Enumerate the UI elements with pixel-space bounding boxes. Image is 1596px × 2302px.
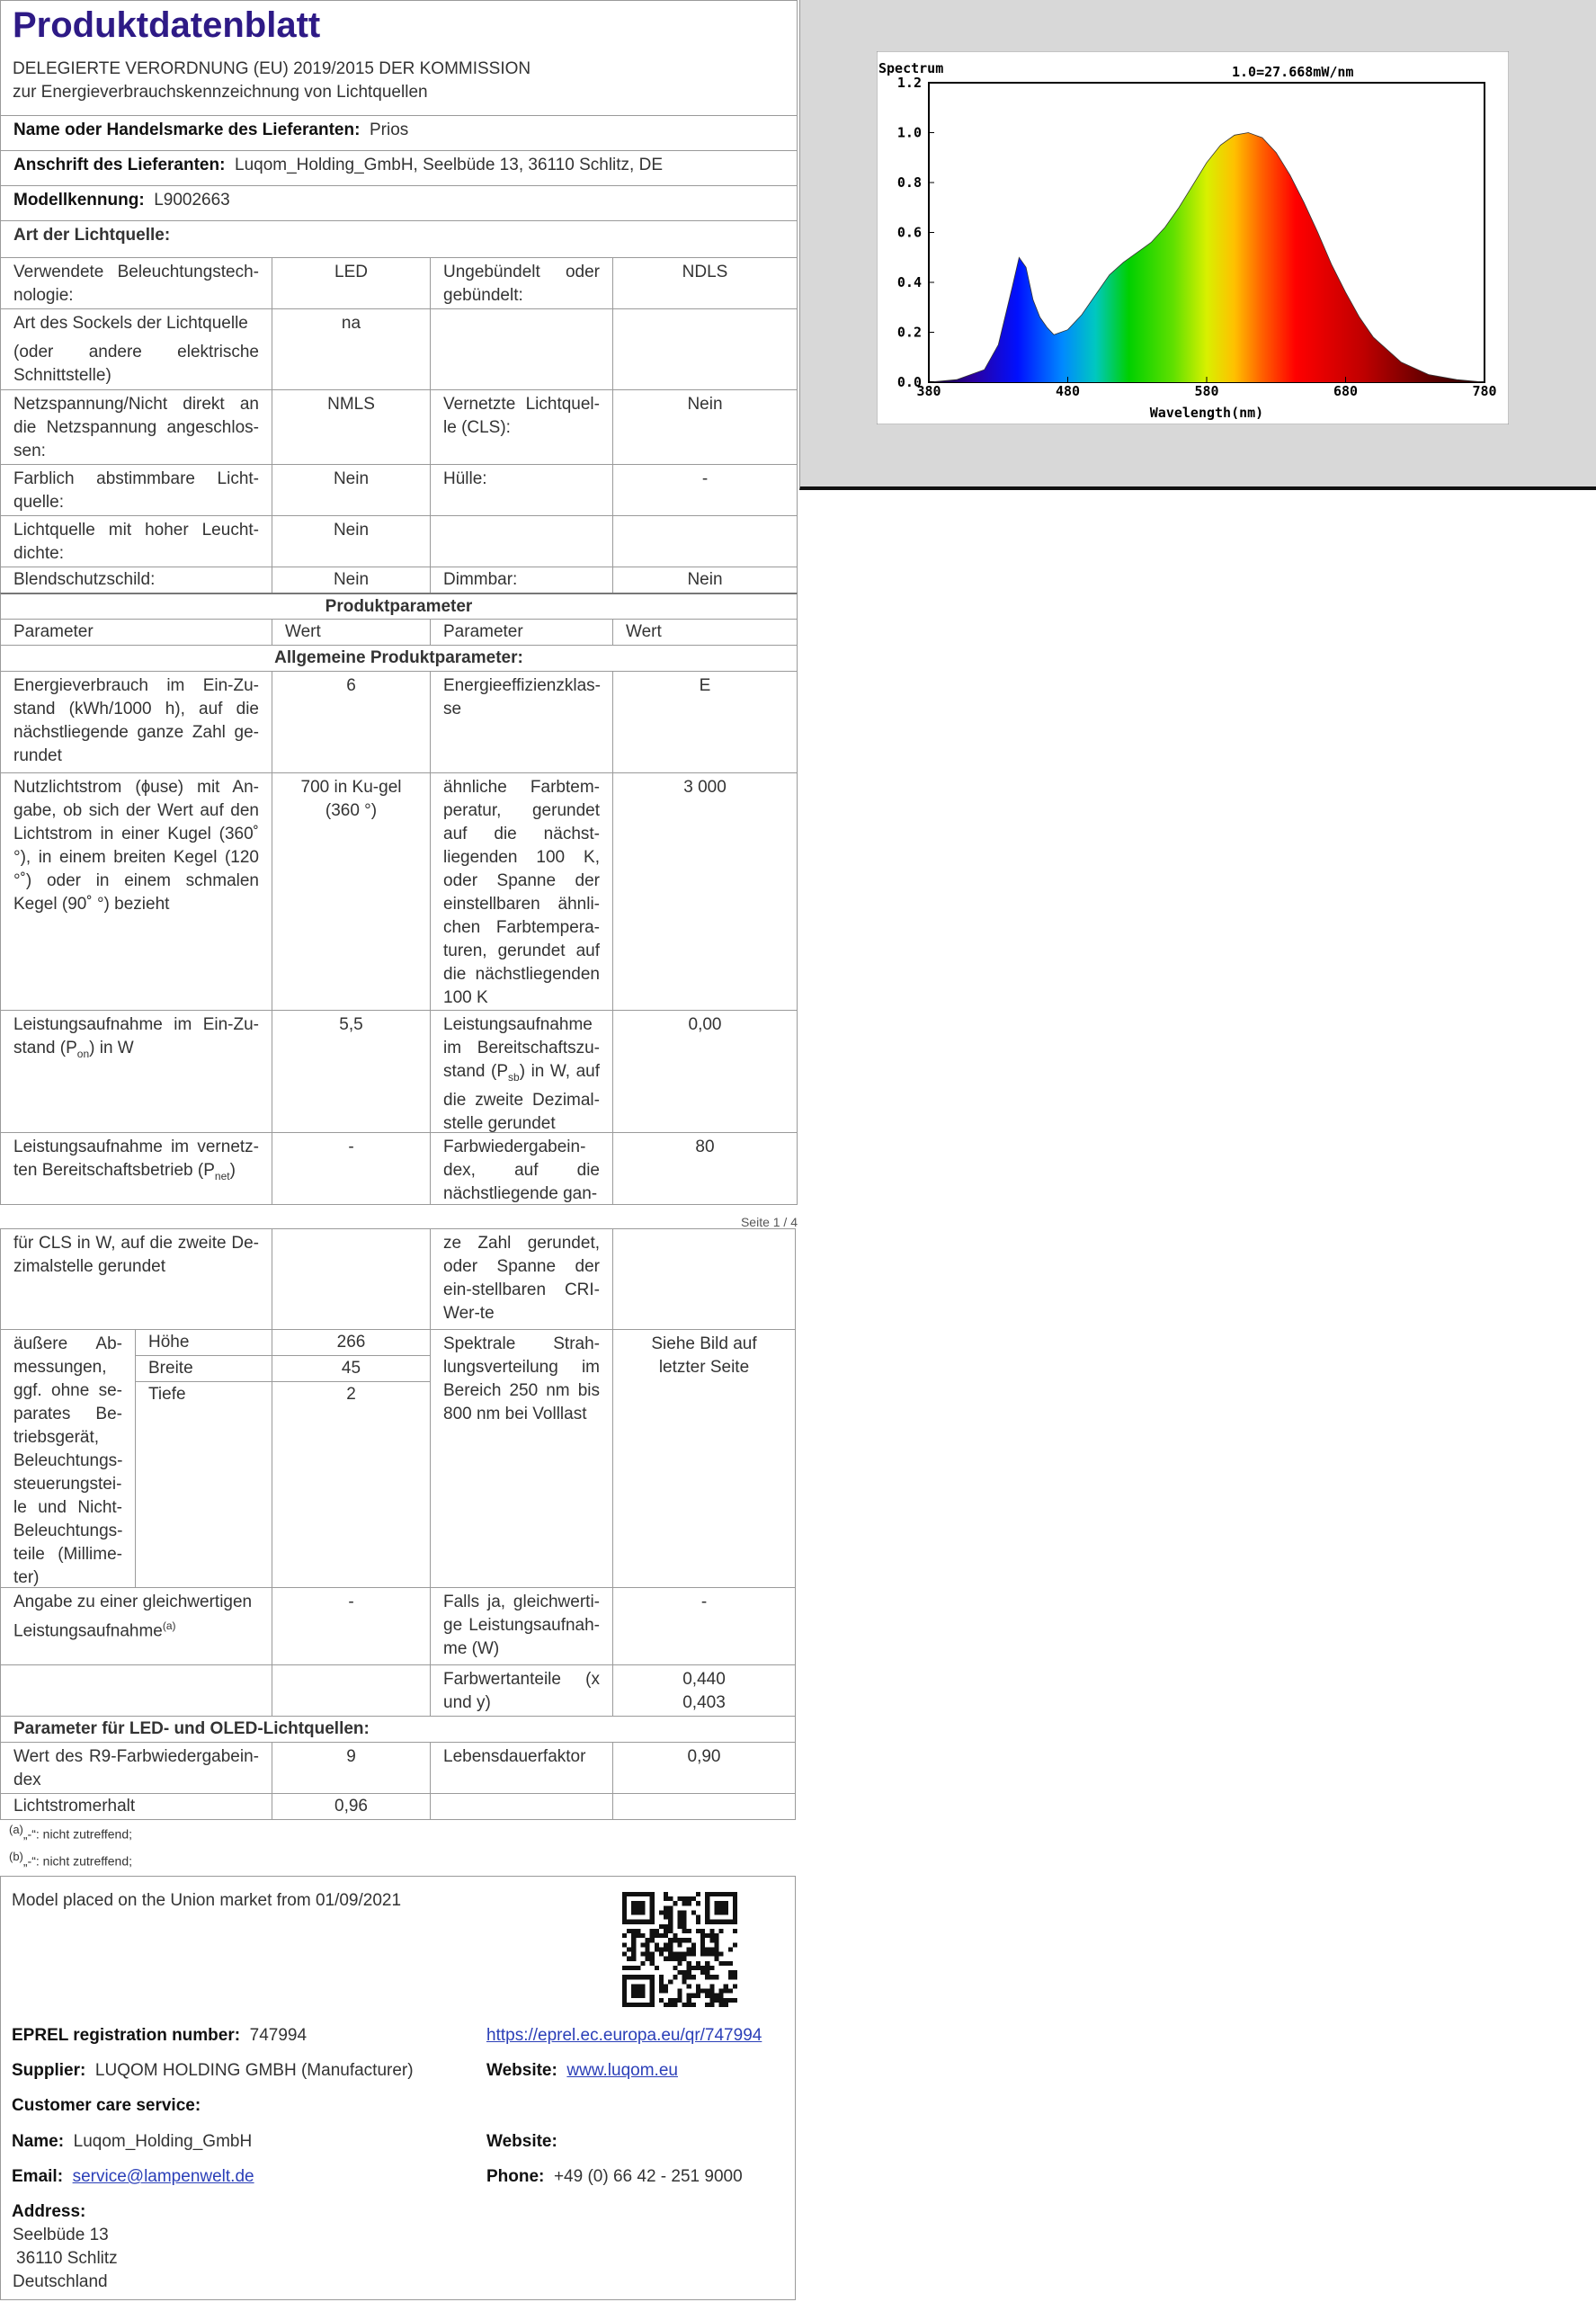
empty-cell (272, 1664, 431, 1717)
cct-value: 3 000 (612, 772, 798, 1011)
pon-value: 5,5 (272, 1010, 431, 1133)
bundled-label: Ungebündelt oder gebündelt: (430, 257, 613, 309)
address-line: Deutschland (13, 2272, 108, 2291)
pnet-value-cont (272, 1228, 431, 1330)
care-name-row: Name: Luqom_Holding_GmbH (12, 2132, 253, 2151)
phone-row: Phone: +49 (0) 66 42 - 251 9000 (486, 2167, 743, 2186)
bundled-value: NDLS (612, 257, 798, 309)
dimmable-value: Nein (612, 567, 798, 593)
energy-value: 6 (272, 671, 431, 773)
empty-cell (430, 1793, 613, 1820)
cls-label: Vernetzte Lichtquel-le (CLS): (430, 389, 613, 465)
x-axis-label: Wavelength(nm) (1149, 405, 1264, 421)
spd-value: Siehe Bild auf letzter Seite (612, 1329, 796, 1588)
dimmable-label: Dimmbar: (430, 567, 613, 593)
x-tick-label: 580 (1194, 383, 1219, 399)
eprel-url-link[interactable]: https://eprel.ec.europa.eu/qr/747994 (486, 2026, 762, 2045)
qr-code-icon (622, 1892, 737, 2007)
general-params-heading: Allgemeine Produktparameter: (0, 645, 798, 672)
socket-label: Art des Sockels der Lichtquelle (oder andere elektrische Schnittstelle) (0, 308, 272, 390)
flux-label: Nutzlichtstrom (ɸuse) mit An-gabe, ob sich der Wert auf den Lichtstrom in einer Kugel (360˚ °), in einem breiten Kegel (120 °˚) oder in einem schmalen Kegel (90˚ °) bezieht (0, 772, 272, 1011)
spectrum-chart (877, 51, 1509, 424)
footnote: $^{(b)}$„-“: nicht zutreffend; (9, 1850, 133, 1869)
tech-value: LED (272, 257, 431, 309)
email-row: Email: service@lampenwelt.de (12, 2167, 254, 2186)
x-tick-label: 380 (916, 383, 941, 399)
height-label: Höhe (135, 1329, 272, 1356)
depth-value: 2 (272, 1381, 431, 1588)
r9-label: Wert des R9-Farbwiedergabein-dex (0, 1742, 272, 1794)
website-row: Website: www.luqom.eu (486, 2061, 678, 2080)
chart-scale-note: 1.0=27.668mW/nm (1232, 64, 1354, 80)
cri-label: Farbwiedergabein-dex, auf die nächstliegende gan- (430, 1132, 613, 1206)
empty-cell (430, 308, 613, 390)
tunable-value: Nein (272, 464, 431, 516)
chroma-label: Farbwertanteile (x und y) (430, 1664, 613, 1717)
pon-label: Leistungsaufnahme im Ein-Zu-stand $(P_{on})$ in W (0, 1010, 272, 1133)
x-tick-label: 780 (1472, 383, 1497, 399)
y-tick-label: 0.2 (896, 324, 922, 341)
page-title: Produktdatenblatt (13, 5, 321, 45)
page-break-gap (0, 1205, 1596, 1228)
x-tick-label: 480 (1055, 383, 1081, 399)
col-header-value: Wert (612, 619, 798, 646)
address-label: Address: (12, 2202, 86, 2221)
envelope-label: Hülle: (430, 464, 613, 516)
empty-cell (612, 515, 798, 567)
empty-cell (430, 515, 613, 567)
equiv-value: - (272, 1587, 431, 1665)
empty-cell (612, 1793, 796, 1820)
dimensions-label: äußere Ab-messungen, ggf. ohne se-parates Be-triebsgerät, Beleuchtungs-steuerungstei-le und Nicht-Beleuchtungs-teile (Millime-ter) (0, 1329, 136, 1588)
customer-care-heading: Customer care service: (12, 2096, 201, 2115)
col-header-param: Parameter (430, 619, 613, 646)
r9-value: 9 (272, 1742, 431, 1794)
address-line: Seelbüde 13 (13, 2226, 109, 2244)
empty-cell (0, 1664, 272, 1717)
supplier-address-row: Anschrift des Lieferanten: Luqom_Holding_GmbH, Seelbüde 13, 36110 Schlitz, DE (0, 150, 798, 186)
care-website-label: Website: (486, 2132, 557, 2151)
eclass-value: E (612, 671, 798, 773)
light-source-type-heading: Art der Lichtquelle: (0, 220, 798, 258)
x-tick-label: 680 (1333, 383, 1359, 399)
y-tick-label: 0.0 (896, 374, 922, 390)
pnet-label: Leistungsaufnahme im vernetz-ten Bereitschaftsbetrieb $(P_{net})$ (0, 1132, 272, 1206)
high-luminance-label: Lichtquelle mit hoher Leucht-dichte: (0, 515, 272, 567)
high-luminance-value: Nein (272, 515, 431, 567)
supplier-row: Supplier: LUQOM HOLDING GMBH (Manufacturer) (12, 2061, 414, 2080)
equiv2-value: - (612, 1587, 796, 1665)
equiv2-label: Falls ja, gleichwerti-ge Leistungsaufnah-me (W) (430, 1587, 613, 1665)
width-label: Breite (135, 1355, 272, 1382)
mains-label: Netzspannung/Nicht direkt an die Netzspannung angeschlos-sen: (0, 389, 272, 465)
glare-value: Nein (272, 567, 431, 593)
maintenance-label: Lichtstromerhalt (0, 1793, 272, 1820)
address-line: 36110 Schlitz (16, 2249, 118, 2268)
email-link[interactable]: service@lampenwelt.de (72, 2167, 254, 2186)
height-value: 266 (272, 1329, 431, 1356)
tunable-label: Farblich abstimmbare Licht-quelle: (0, 464, 272, 516)
cct-label: ähnliche Farbtem-peratur, gerundet auf die nächst-liegenden 100 K, oder Spanne der einstellbaren ähnli-chen Farbtempera-turen, gerundet auf die nächstliegenden 100 K (430, 772, 613, 1011)
envelope-value: - (612, 464, 798, 516)
lifetime-value: 0,90 (612, 1742, 796, 1794)
footnote: $^{(a)}$„-“: nicht zutreffend; (9, 1823, 133, 1842)
psb-value: 0,00 (612, 1010, 798, 1133)
mains-value: NMLS (272, 389, 431, 465)
website-link[interactable]: www.luqom.eu (566, 2061, 678, 2080)
supplier-name-row: Name oder Handelsmarke des Lieferanten: Prios (0, 115, 798, 151)
regulation-text: DELEGIERTE VERORDNUNG (EU) 2019/2015 DER KOMMISSION zur Energieverbrauchskennzeichnung von Lichtquellen (13, 59, 531, 102)
socket-value: na (272, 308, 431, 390)
eprel-reg-row: EPREL registration number: 747994 (12, 2026, 308, 2045)
lifetime-label: Lebensdauerfaktor (430, 1742, 613, 1794)
flux-value: 700 in Ku-gel (360 °) (272, 772, 431, 1011)
market-text: Model placed on the Union market from 01/09/2021 (12, 1891, 402, 1910)
y-tick-label: 1.2 (896, 75, 922, 91)
cri-value-cont (612, 1228, 796, 1330)
cri-value: 80 (612, 1132, 798, 1206)
page-number: Seite 1 / 4 (740, 1215, 798, 1229)
energy-label: Energieverbrauch im Ein-Zu-stand (kWh/1000 h), auf die nächstliegende ganze Zahl ge-rundet (0, 671, 272, 773)
y-tick-label: 0.8 (896, 174, 922, 191)
width-value: 45 (272, 1355, 431, 1382)
tech-label: Verwendete Beleuchtungstech-nologie: (0, 257, 272, 309)
equiv-label: Angabe zu einer gleichwertigen Leistungsaufnahme$^{(a)}$ (0, 1587, 272, 1665)
empty-cell (612, 308, 798, 390)
y-tick-label: 0.4 (896, 274, 922, 290)
y-tick-label: 1.0 (896, 124, 922, 141)
maintenance-value: 0,96 (272, 1793, 431, 1820)
cri-label-cont: ze Zahl gerundet, oder Spanne der ein-stellbaren CRI-Wer-te (430, 1228, 613, 1330)
pnet-label-cont: für CLS in W, auf die zweite De-zimalstelle gerundet (0, 1228, 272, 1330)
col-header-param: Parameter (0, 619, 272, 646)
y-tick-label: 0.6 (896, 224, 922, 241)
product-params-heading: Produktparameter (0, 593, 798, 620)
model-id-row: Modellkennung: L9002663 (0, 185, 798, 221)
spd-label: Spektrale Strah-lungsverteilung im Bereich 250 nm bis 800 nm bei Volllast (430, 1329, 613, 1588)
glare-label: Blendschutzschild: (0, 567, 272, 593)
chart-title: Spectrum (878, 60, 944, 76)
eclass-label: Energieeffizienzklas-se (430, 671, 613, 773)
led-params-heading: Parameter für LED- und OLED-Lichtquellen: (0, 1716, 796, 1743)
cls-value: Nein (612, 389, 798, 465)
pnet-value: - (272, 1132, 431, 1206)
col-header-value: Wert (272, 619, 431, 646)
psb-label: Leistungsaufnahme im Bereitschaftszu-stand $(P_{sb})$ in W, auf die zweite Dezimal-stelle gerundet (430, 1010, 613, 1133)
chroma-value: 0,440 0,403 (612, 1664, 796, 1717)
depth-label: Tiefe (135, 1381, 272, 1588)
